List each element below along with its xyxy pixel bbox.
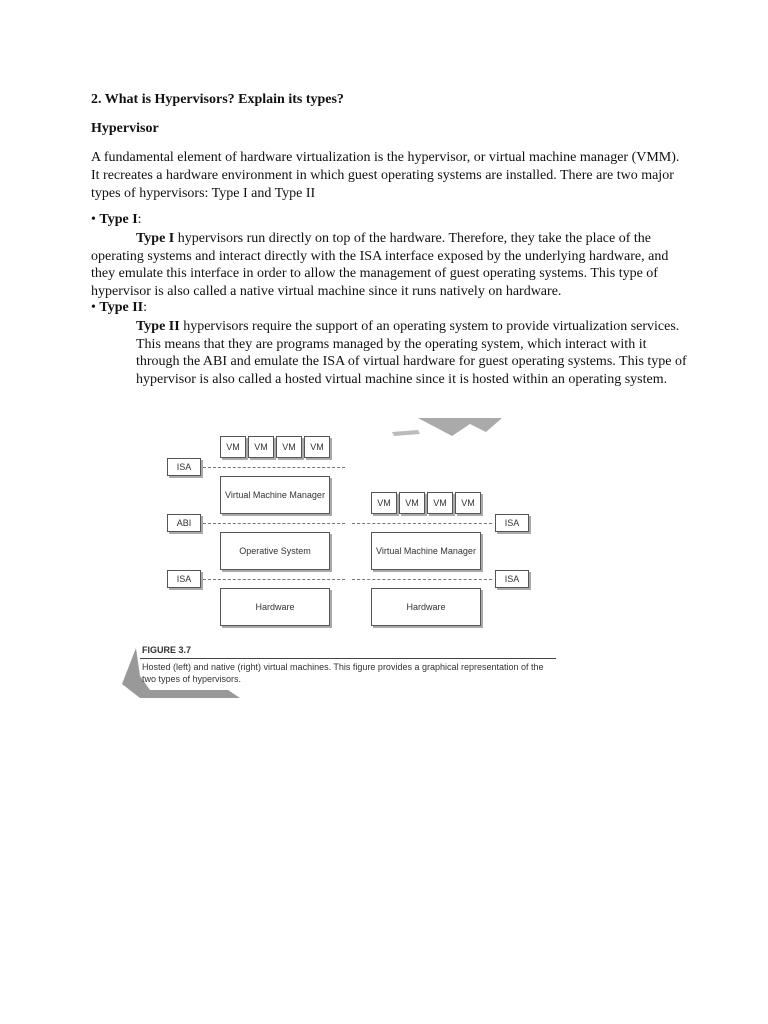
question-heading: 2. What is Hypervisors? Explain its types? (91, 92, 344, 107)
left-vmm-box: Virtual Machine Manager (220, 476, 330, 514)
type2-paragraph: Type II hypervisors require the support of an operating system to provide virtualization services. This means that they are programs managed by the operating system, which interact with it through the ABI and emulate the ISA of virtual hardware for guest operating systems. This type of hypervisor is also called a hosted virtual machine since it is hosted within an operating system. (136, 319, 687, 387)
left-vm-4: VM (304, 436, 330, 458)
left-vm-1: VM (220, 436, 246, 458)
abi-line (203, 523, 345, 524)
right-vm-1: VM (371, 492, 397, 514)
left-vm-3: VM (276, 436, 302, 458)
right-isa-bottom-line (352, 579, 492, 580)
figure-caption-rule (140, 658, 556, 659)
intro-paragraph: A fundamental element of hardware virtualization is the hypervisor, or virtual machine manager (VMM). It recreates a hardware environment in which guest operating systems are installed. There are two major types of hypervisors: Type I and Type II (91, 150, 680, 201)
left-isa-top-label: ISA (167, 458, 201, 476)
type1-paragraph: Type I hypervisors run directly on top of the hardware. Therefore, they take the place of the operating systems and interact directly with the ISA interface exposed by the underlying hardware, and they emulate this interface in order to allow the management of guest operating systems. This type of hypervisor is also called a native virtual machine since it runs natively on hardware. (91, 231, 669, 299)
right-isa-top-label: ISA (495, 514, 529, 532)
scan-artifact-small (392, 430, 420, 436)
scan-artifact-top (418, 418, 502, 436)
abi-label: ABI (167, 514, 201, 532)
right-isa-bottom-label: ISA (495, 570, 529, 588)
left-vm-2: VM (248, 436, 274, 458)
right-vmm-box: Virtual Machine Manager (371, 532, 481, 570)
type1-heading: • Type I: (91, 212, 142, 227)
right-vm-4: VM (455, 492, 481, 514)
right-isa-top-line (352, 523, 492, 524)
right-hardware-box: Hardware (371, 588, 481, 626)
left-hardware-box: Hardware (220, 588, 330, 626)
left-isa-top-line (203, 467, 345, 468)
right-vm-3: VM (427, 492, 453, 514)
left-isa-bottom-label: ISA (167, 570, 201, 588)
figure-caption-text: Hosted (left) and native (right) virtual machines. This figure provides a graphical representation of the two types of hypervisors. (142, 662, 544, 684)
figure-caption-title: FIGURE 3.7 (142, 645, 192, 655)
operative-system-box: Operative System (220, 532, 330, 570)
section-title: Hypervisor (91, 121, 159, 136)
right-vm-2: VM (399, 492, 425, 514)
type2-heading: • Type II: (91, 300, 147, 315)
left-isa-bottom-line (203, 579, 345, 580)
